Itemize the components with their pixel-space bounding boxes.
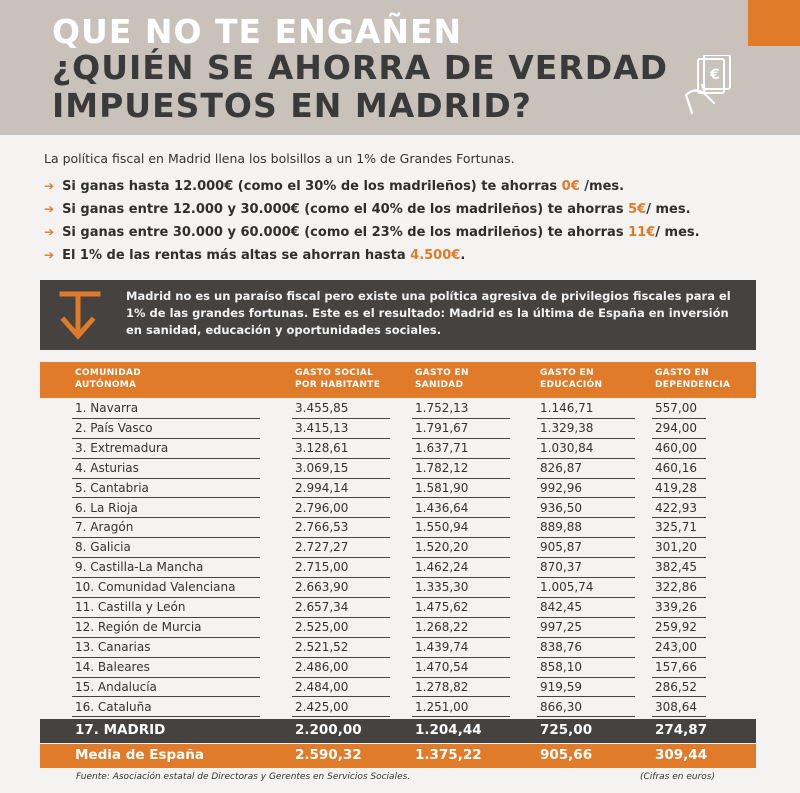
cell-gasto-dependencia: 322,86	[655, 580, 697, 595]
header-comunidad: COMUNIDAD AUTÓNOMA	[75, 368, 142, 390]
cell-gasto-dependencia: 557,00	[655, 401, 697, 415]
cell-gasto-educacion: 826,87	[540, 460, 582, 475]
cell-gasto-dependencia: 460,16	[655, 460, 697, 475]
arrow-right-icon: ➔	[44, 202, 55, 216]
cell-gasto-sanidad: 1.581,90	[415, 480, 469, 495]
cell-gasto-dependencia: 325,71	[655, 520, 697, 535]
cell-gasto-sanidad: 1.251,00	[415, 699, 469, 714]
cell-gasto-sanidad: 1.439,74	[415, 639, 469, 654]
cell-gasto-sanidad: 1.436,64	[415, 500, 469, 515]
cell-gasto-educacion: 997,25	[540, 619, 582, 634]
row-underline	[537, 716, 635, 717]
title-line-1: QUE NO TE ENGAÑEN	[52, 12, 463, 51]
table-row	[0, 578, 800, 598]
units-note: (Cifras en euros)	[640, 772, 715, 782]
cell-gasto-social: 2.796,00	[295, 500, 349, 515]
madrid-gasto-sanidad: 1.204,44	[415, 722, 482, 738]
cell-gasto-dependencia: 339,26	[655, 600, 697, 614]
bullet-list	[44, 175, 700, 267]
cell-gasto-dependencia: 308,64	[655, 699, 697, 714]
cell-gasto-dependencia: 243,00	[655, 639, 697, 654]
table-row	[0, 518, 800, 538]
madrid-gasto-educacion: 725,00	[540, 722, 593, 738]
cell-gasto-social: 2.657,34	[295, 600, 349, 614]
cell-gasto-social: 2.521,52	[295, 639, 349, 654]
media-gasto-dependencia: 309,44	[655, 747, 708, 763]
table-row	[0, 479, 800, 499]
table-row	[0, 399, 800, 419]
cell-gasto-social: 2.727,27	[295, 540, 349, 555]
cell-gasto-dependencia: 419,28	[655, 480, 697, 495]
cell-comunidad: 16. Cataluña	[75, 699, 152, 714]
cell-gasto-sanidad: 1.791,67	[415, 420, 469, 435]
cell-gasto-educacion: 889,88	[540, 520, 582, 535]
cell-gasto-educacion: 866,30	[540, 699, 582, 714]
media-espana-row	[40, 744, 756, 768]
madrid-gasto-dependencia: 274,87	[655, 722, 708, 738]
header-band	[0, 0, 800, 135]
header-gasto-social: GASTO SOCIAL POR HABITANTE	[295, 368, 381, 390]
cell-gasto-sanidad: 1.268,22	[415, 619, 469, 634]
cell-gasto-educacion: 919,59	[540, 679, 582, 694]
intro-text: La política fiscal en Madrid llena los bolsillos a un 1% de Grandes Fortunas.	[44, 151, 515, 166]
cell-gasto-educacion: 870,37	[540, 560, 582, 575]
cell-gasto-educacion: 1.329,38	[540, 420, 594, 435]
cell-gasto-social: 2.715,00	[295, 560, 349, 575]
title-line-3: IMPUESTOS EN MADRID?	[52, 86, 532, 125]
cell-gasto-sanidad: 1.637,71	[415, 440, 469, 455]
cell-gasto-educacion: 838,76	[540, 639, 582, 654]
cell-gasto-sanidad: 1.520,20	[415, 540, 469, 555]
cell-gasto-dependencia: 157,66	[655, 659, 697, 674]
cell-comunidad: 9. Castilla-La Mancha	[75, 560, 204, 575]
cell-gasto-educacion: 1.146,71	[540, 401, 594, 415]
cell-comunidad: 5. Cantabria	[75, 480, 149, 495]
cell-gasto-social: 2.486,00	[295, 659, 349, 674]
cell-comunidad: 7. Aragón	[75, 520, 134, 535]
table-row	[0, 658, 800, 678]
table-row	[0, 499, 800, 519]
cell-comunidad: 4. Asturias	[75, 460, 139, 475]
cell-gasto-educacion: 936,50	[540, 500, 582, 515]
media-gasto-sanidad: 1.375,22	[415, 747, 482, 763]
header-gasto-educacion: GASTO EN EDUCACIÓN	[540, 368, 603, 390]
table-row	[0, 558, 800, 578]
row-underline	[652, 716, 706, 717]
bullet-item: ➔ Si ganas hasta 12.000€ (como el 30% de los madrileños) te ahorras 0€ /mes.	[44, 179, 625, 194]
cell-gasto-social: 3.415,13	[295, 420, 349, 435]
cell-gasto-sanidad: 1.550,94	[415, 520, 469, 535]
corner-accent	[748, 0, 800, 46]
arrow-right-icon: ➔	[44, 248, 55, 262]
bullet-item: ➔ Si ganas entre 12.000 y 30.000€ (como el 40% de los madrileños) te ahorras 5€/ mes.	[44, 202, 691, 217]
banner-text: Madrid no es un paraíso fiscal pero existe una política agresiva de privilegios fiscales para el 1% de las grandes fortunas. Este es el resultado: Madrid es la última de España en inversión en sanidad, educación y oportunidades sociales.	[126, 289, 731, 337]
cell-gasto-educacion: 1.030,84	[540, 440, 594, 455]
table-row	[0, 419, 800, 439]
table-row	[0, 459, 800, 479]
cell-gasto-dependencia: 259,92	[655, 619, 697, 634]
bullet-item: ➔ Si ganas entre 30.000 y 60.000€ (como el 23% de los madrileños) te ahorras 11€/ mes.	[44, 225, 700, 240]
cell-gasto-sanidad: 1.278,82	[415, 679, 469, 694]
cell-comunidad: 2. País Vasco	[75, 420, 153, 435]
cell-gasto-dependencia: 382,45	[655, 560, 697, 575]
cell-comunidad: 8. Galicia	[75, 540, 131, 555]
table-row	[0, 598, 800, 618]
table-row	[0, 538, 800, 558]
cell-comunidad: 12. Región de Murcia	[75, 619, 202, 634]
row-underline	[412, 716, 510, 717]
cell-gasto-social: 2.766,53	[295, 520, 349, 535]
media-gasto-social: 2.590,32	[295, 747, 362, 763]
row-underline	[292, 716, 390, 717]
cell-gasto-social: 2.425,00	[295, 699, 349, 714]
cell-gasto-dependencia: 422,93	[655, 500, 697, 515]
cell-gasto-social: 2.994,14	[295, 480, 349, 495]
cell-gasto-dependencia: 294,00	[655, 420, 697, 435]
cell-gasto-educacion: 1.005,74	[540, 580, 594, 595]
cell-gasto-social: 2.525,00	[295, 619, 349, 634]
cell-gasto-social: 2.484,00	[295, 679, 349, 694]
info-banner	[40, 280, 756, 350]
cell-comunidad: 6. La Rioja	[75, 500, 138, 515]
arrow-right-icon: ➔	[44, 179, 55, 193]
arrow-down-icon	[54, 290, 104, 342]
table-row	[0, 638, 800, 658]
cell-gasto-dependencia: 301,20	[655, 540, 697, 555]
title-line-2: ¿QUIÉN SE AHORRA DE VERDAD	[52, 48, 669, 87]
cell-gasto-sanidad: 1.462,24	[415, 560, 469, 575]
cell-gasto-educacion: 992,96	[540, 480, 582, 495]
receipt-euro-hand-icon	[680, 55, 735, 117]
media-gasto-educacion: 905,66	[540, 747, 593, 763]
cell-gasto-sanidad: 1.475,62	[415, 600, 469, 614]
cell-comunidad: 10. Comunidad Valenciana	[75, 580, 236, 595]
source-note: Fuente: Asociación estatal de Directoras y Gerentes en Servicios Sociales.	[76, 772, 411, 782]
table-header	[40, 362, 756, 398]
cell-comunidad: 15. Andalucía	[75, 679, 157, 694]
cell-comunidad: 11. Castilla y León	[75, 600, 186, 614]
cell-gasto-sanidad: 1.782,12	[415, 460, 469, 475]
cell-gasto-educacion: 842,45	[540, 600, 582, 614]
madrid-row	[40, 719, 756, 743]
media-name: Media de España	[75, 747, 204, 763]
cell-gasto-dependencia: 460,00	[655, 440, 697, 455]
arrow-right-icon: ➔	[44, 225, 55, 239]
cell-gasto-sanidad: 1.752,13	[415, 401, 469, 415]
cell-comunidad: 3. Extremadura	[75, 440, 169, 455]
cell-gasto-social: 3.069,15	[295, 460, 349, 475]
cell-gasto-dependencia: 286,52	[655, 679, 697, 694]
cell-gasto-educacion: 858,10	[540, 659, 582, 674]
cell-gasto-educacion: 905,87	[540, 540, 582, 555]
table-row	[0, 678, 800, 698]
bullet-item: ➔ El 1% de las rentas más altas se ahorran hasta 4.500€.	[44, 248, 466, 263]
table-row	[0, 439, 800, 459]
cell-comunidad: 14. Baleares	[75, 659, 150, 674]
table-row	[0, 618, 800, 638]
header-gasto-dependencia: GASTO EN DEPENDENCIA	[655, 368, 731, 390]
madrid-gasto-social: 2.200,00	[295, 722, 362, 738]
cell-gasto-social: 3.128,61	[295, 440, 349, 455]
cell-comunidad: 1. Navarra	[75, 401, 139, 415]
madrid-name: 17. MADRID	[75, 722, 166, 738]
cell-comunidad: 13. Canarias	[75, 639, 151, 654]
cell-gasto-social: 2.663,90	[295, 580, 349, 595]
cell-gasto-sanidad: 1.470,54	[415, 659, 469, 674]
cell-gasto-sanidad: 1.335,30	[415, 580, 469, 595]
cell-gasto-social: 3.455,85	[295, 401, 349, 415]
table-row	[0, 698, 800, 718]
header-gasto-sanidad: GASTO EN SANIDAD	[415, 368, 469, 390]
row-underline	[72, 716, 260, 717]
svg-text:€: €	[710, 67, 720, 83]
